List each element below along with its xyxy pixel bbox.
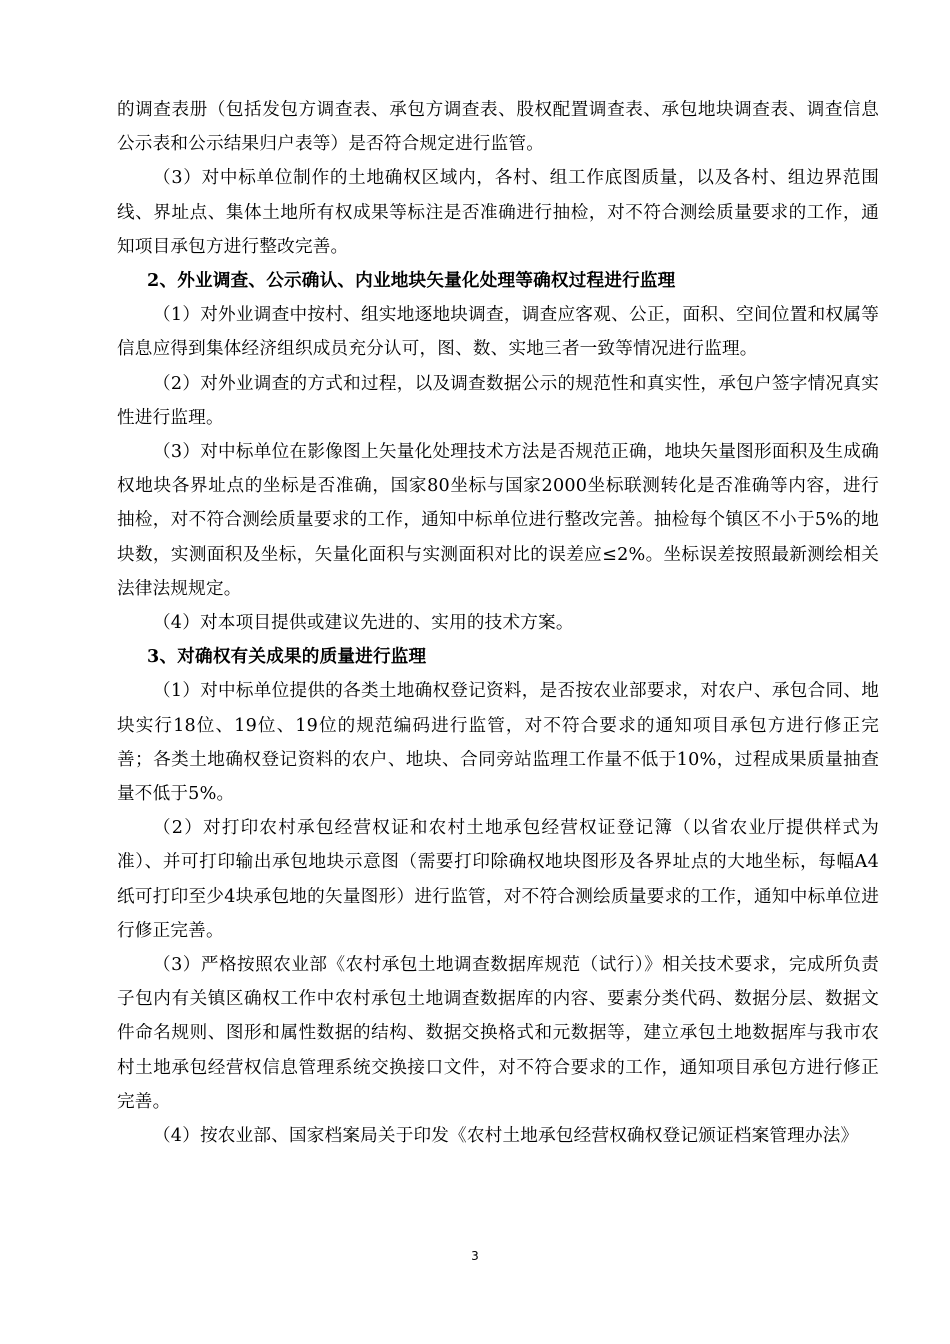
- paragraph-base-map-check: （3）对中标单位制作的土地确权区域内，各村、组工作底图质量，以及各村、组边界范围线、界址点、集体土地所有权成果等标注是否准确进行抽检，对不符合测绘质量要求的工作，通知项目承包方进行整改完善。: [117, 168, 879, 257]
- paragraph-technical-proposal: （4）对本项目提供或建议先进的、实用的技术方案。: [153, 613, 574, 634]
- paragraph-survey-forms: 的调查表册（包括发包方调查表、承包方调查表、股权配置调查表、承包地块调查表、调查信息公示表和公示结果归户表等）是否符合规定进行监管。: [117, 100, 879, 155]
- paragraph-database-standard: （3）严格按照农业部《农村承包土地调查数据库规范（试行）》相关技术要求，完成所负责子包内有关镇区确权工作中农村承包土地调查数据库的内容、要素分类代码、数据分层、数据文件命名规则、图形和属性数据的结构、数据交换格式和元数据等，建立承包土地数据库与我市农村土地承包经营权信息管理系统交换接口文件，对不符合要求的工作，通知项目承包方进行修正完善。: [117, 955, 879, 1112]
- paragraph-registration-coding: （1）对中标单位提供的各类土地确权登记资料，是否按农业部要求，对农户、承包合同、地块实行18位、19位、19位的规范编码进行监管，对不符合要求的通知项目承包方进行修正完善；各类土地确权登记资料的农户、地块、合同旁站监理工作量不低于10%，过程成果质量抽查量不低于5%。: [117, 681, 879, 805]
- section-heading-field-survey: 2、外业调查、公示确认、内业地块矢量化处理等确权过程进行监理: [147, 270, 676, 292]
- section-heading-results-quality: 3、对确权有关成果的质量进行监理: [147, 646, 427, 668]
- paragraph-field-survey-supervision: （1）对外业调查中按村、组实地逐地块调查，调查应客观、公正，面积、空间位置和权属等信息应得到集体经济组织成员充分认可，图、数、实地三者一致等情况进行监理。: [117, 305, 879, 360]
- document-body: [117, 93, 879, 1153]
- paragraph-certificate-printing: （2）对打印农村承包经营权证和农村土地承包经营权证登记簿（以省农业厅提供样式为准）、并可打印输出承包地块示意图（需要打印除确权地块图形及各界址点的大地坐标，每幅A4纸可打印至少4块承包地的矢量图形）进行监管，对不符合测绘质量要求的工作，通知中标单位进行修正完善。: [117, 818, 879, 941]
- paragraph-archive-management: （4）按农业部、国家档案局关于印发《农村土地承包经营权确权登记颁证档案管理办法》: [153, 1126, 859, 1147]
- paragraph-survey-method-supervision: （2）对外业调查的方式和过程，以及调查数据公示的规范性和真实性，承包户签字情况真实性进行监理。: [117, 373, 879, 428]
- page-number: 3: [471, 1249, 479, 1263]
- paragraph-vectorization-check: （3）对中标单位在影像图上矢量化处理技术方法是否规范正确，地块矢量图形面积及生成确权地块各界址点的坐标是否准确，国家80坐标与国家2000坐标联测转化是否准确等内容，进行抽检，对不符合测绘质量要求的工作，通知中标单位进行整改完善。抽检每个镇区不小于5%的地块数，实测面积及坐标，矢量化面积与实测面积对比的误差应≤2%。坐标误差按照最新测绘相关法律法规规定。: [117, 442, 879, 599]
